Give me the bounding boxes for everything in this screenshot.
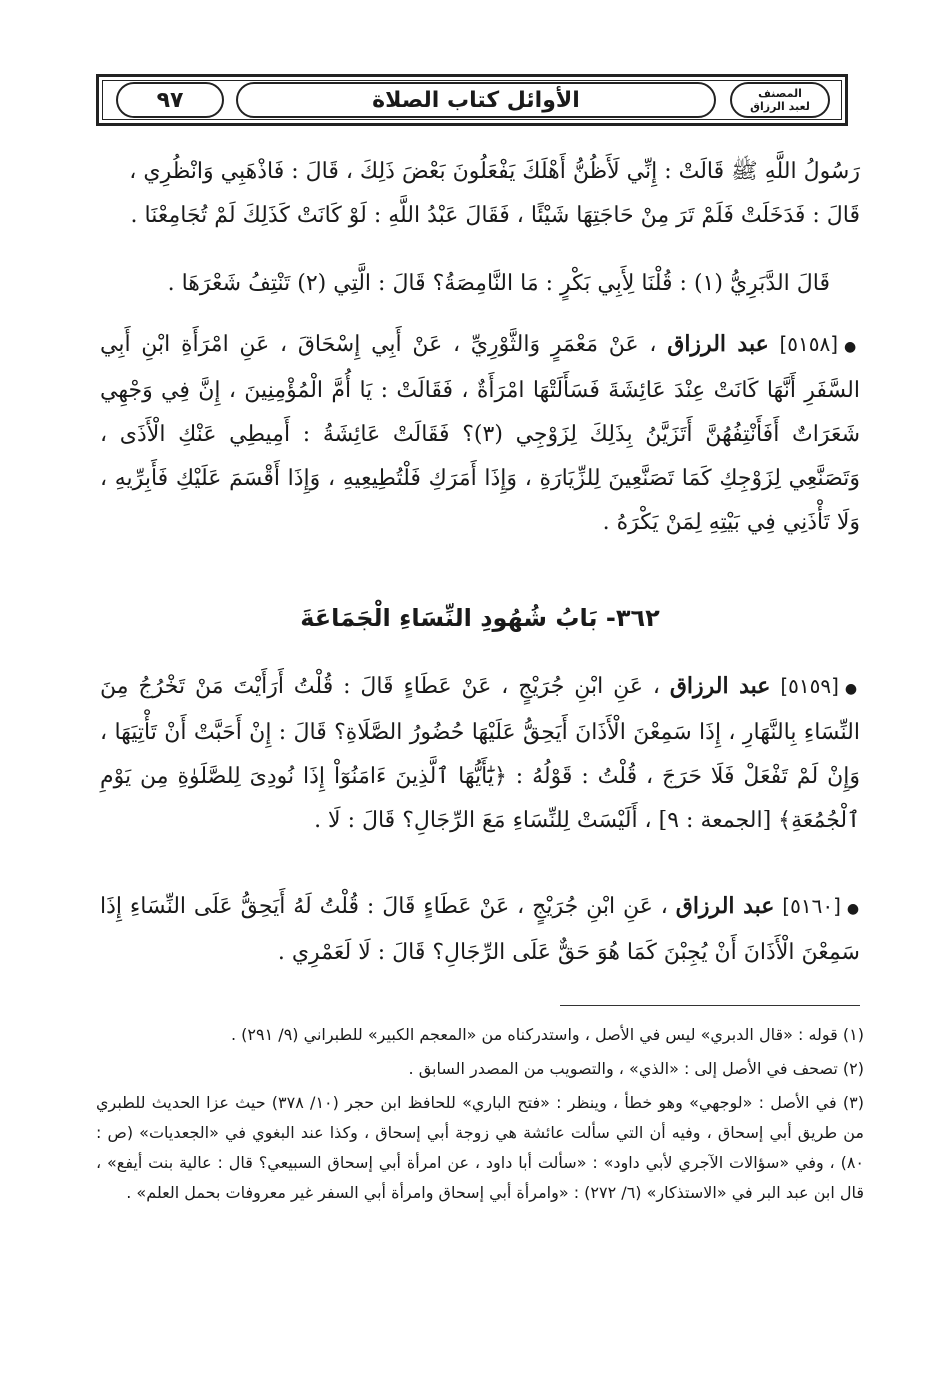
footnote-2: (٢) تصحف في الأصل إلى : «الذي» ، والتصويب من المصدر السابق . xyxy=(408,1059,864,1078)
narrator-name: عبد الرزاق xyxy=(669,673,771,699)
hadith-text: ، عَنِ ابْنِ جُرَيْجٍ ، عَنْ عَطَاءٍ قَالَ : قُلْتُ أَرَأَيْتَ مَنْ تَخْرُجُ مِنَ النِّسَاءِ بِالنَّهَارِ ، إِذَا سَمِعْنَ الْأَذَانَ أَيَحِقُّ عَلَيْهَا حُضُورُ الصَّلَاةِ؟ قَالَ : إِنْ أَحَبَّتْ أَنْ تَأْتِيَهَا ، وَإِنْ لَمْ تَفْعَلْ فَلَا حَرَجَ ، قُلْتُ : قَوْلُهُ : ﴿يَٰٓأَيُّهَا ٱلَّذِينَ ءَامَنُوٓاْ إِذَا نُودِىَ لِلصَّلَوٰةِ مِن يَوْمِ ٱلْجُمُعَةِ﴾ [الجمعة : ٩] ، أَلَيْسَتْ لِلنِّسَاءِ مَعَ الرِّجَالِ؟ قَالَ : لَا . xyxy=(100,674,860,833)
logo-line-1: المصنف xyxy=(758,87,802,100)
footnote-3: (٣) في الأصل : «لوجهي» وهو خطأ ، وينظر : «فتح الباري» للحافظ ابن حجر (١٠/ ٣٧٨) حيث عزا الحديث للطبري من طريق أبي إسحاق ، وفيه أن التي سألت عائشة هي زوجة أبي إسحاق ، وكذا عند البغوي في «الجعديات» (ص : ٨٠) ، وفي «سؤالات الآجري لأبي داود» : «سألت أبا داود ، عن امرأة أبي إسحاق السبيعي؟ قال : عالية بنت أيفع» ، قال ابن عبد البر في «الاستذكار» (٦/ ٢٧٢) : «وامرأة أبي إسحاق وامرأة أبي السفر غير معروفات بحمل العلم» . xyxy=(96,1093,864,1202)
text-line: قَالَ الدَّبَرِيُّ (١) : قُلْنَا لِأَبِي بَكْرٍ : مَا النَّامِصَةُ؟ قَالَ : الَّتِي (٢) تَنْتِفُ شَعْرَهَا . xyxy=(167,271,830,296)
bullet-icon: ● xyxy=(844,339,860,355)
hadith-paragraph xyxy=(100,884,860,975)
continuation-paragraph xyxy=(100,150,860,238)
text-line: قَالَ : فَدَخَلَتْ فَلَمْ تَرَ مِنْ حَاجَتِهَا شَيْئًا ، فَقَالَ عَبْدُ اللَّهِ : لَوْ كَانَتْ كَذَلِكَ لَمْ تُجَامِعْنَا . xyxy=(130,203,860,228)
running-title-cartouche xyxy=(236,82,716,118)
page-number-cartouche xyxy=(116,82,224,118)
hadith-text: ، عَنْ مَعْمَرٍ وَالثَّوْرِيِّ ، عَنْ أَبِي إِسْحَاقَ ، عَنِ امْرَأَةِ ابْنِ أَبِي السَّفَرِ أَنَّهَا كَانَتْ عِنْدَ عَائِشَةَ فَسَأَلَتْهَا امْرَأَةٌ ، فَقَالَتْ : يَا أُمَّ الْمُؤْمِنِينَ ، إِنَّ فِي وَجْهِي شَعَرَاتٌ أَفَأَنْتِفُهُنَّ أَتَزَيَّنُ بِذَلِكَ لِزَوْجِي (٣)؟ فَقَالَتْ عَائِشَةُ : أَمِيطِي عَنْكِ الْأَذَى ، وَتَصَنَّعِي لِزَوْجِكِ كَمَا تَصَنَّعِينَ لِلزِّيَارَةِ ، وَإِذَا أَمَرَكِ فَلْتُطِيعِيهِ ، وَإِذَا أَقْسَمَ عَلَيْكِ فَأَبِرِّيهِ ، وَلَا تَأْذَنِي فِي بَيْتِهِ لِمَنْ يَكْرَهُ . xyxy=(100,332,861,535)
hadith-5159 xyxy=(100,664,860,843)
hadith-5158 xyxy=(100,322,860,545)
hadith-number: [٥١٦٠] xyxy=(782,894,841,918)
hadith-text: ، عَنِ ابْنِ جُرَيْجٍ ، عَنْ عَطَاءٍ قَالَ : قُلْتُ لَهُ أَيَحِقُّ عَلَى النِّسَاءِ إِذَا سَمِعْنَ الْأَذَانَ أَنْ يُجِبْنَ كَمَا هُوَ حَقٌّ عَلَى الرِّجَالِ؟ قَالَ : لَا لَعَمْرِي . xyxy=(100,894,860,965)
text-line: رَسُولُ اللَّهِ ﷺ قَالَتْ : إِنِّي لَأَظُنُّ أَهْلَكَ يَفْعَلُونَ بَعْضَ ذَلِكَ ، قَالَ : فَاذْهَبِي وَانْظُرِي ، xyxy=(129,159,860,184)
footnote-1: (١) قوله : «قال الدبري» ليس في الأصل ، واستدركناه من «المعجم الكبير» للطبراني (٩/ ٢٩١) . xyxy=(231,1025,864,1044)
footnotes xyxy=(96,1020,864,1212)
page-header xyxy=(96,74,848,126)
logo-line-2: لعبد الرزاق xyxy=(750,100,810,113)
chapter-heading: ٣٦٢- بَابُ شُهُودِ النِّسَاءِ الْجَمَاعَةَ xyxy=(300,604,660,632)
bullet-icon: ● xyxy=(846,901,860,917)
book-logo xyxy=(730,82,830,118)
hadith-number: [٥١٥٩] xyxy=(780,674,839,698)
footnote-separator xyxy=(560,1005,860,1006)
page-number: ٩٧ xyxy=(156,87,184,113)
running-title: الأوائل كتاب الصلاة xyxy=(372,87,580,113)
bullet-icon: ● xyxy=(844,681,861,697)
hadith-5160 xyxy=(100,884,860,975)
narrator-name: عبد الرزاق xyxy=(675,893,775,919)
hadith-paragraph xyxy=(100,322,860,545)
hadith-paragraph xyxy=(100,664,860,843)
narrator-name: عبد الرزاق xyxy=(667,331,769,357)
hadith-number: [٥١٥٨] xyxy=(779,332,839,356)
dabari-note-paragraph xyxy=(100,262,860,306)
